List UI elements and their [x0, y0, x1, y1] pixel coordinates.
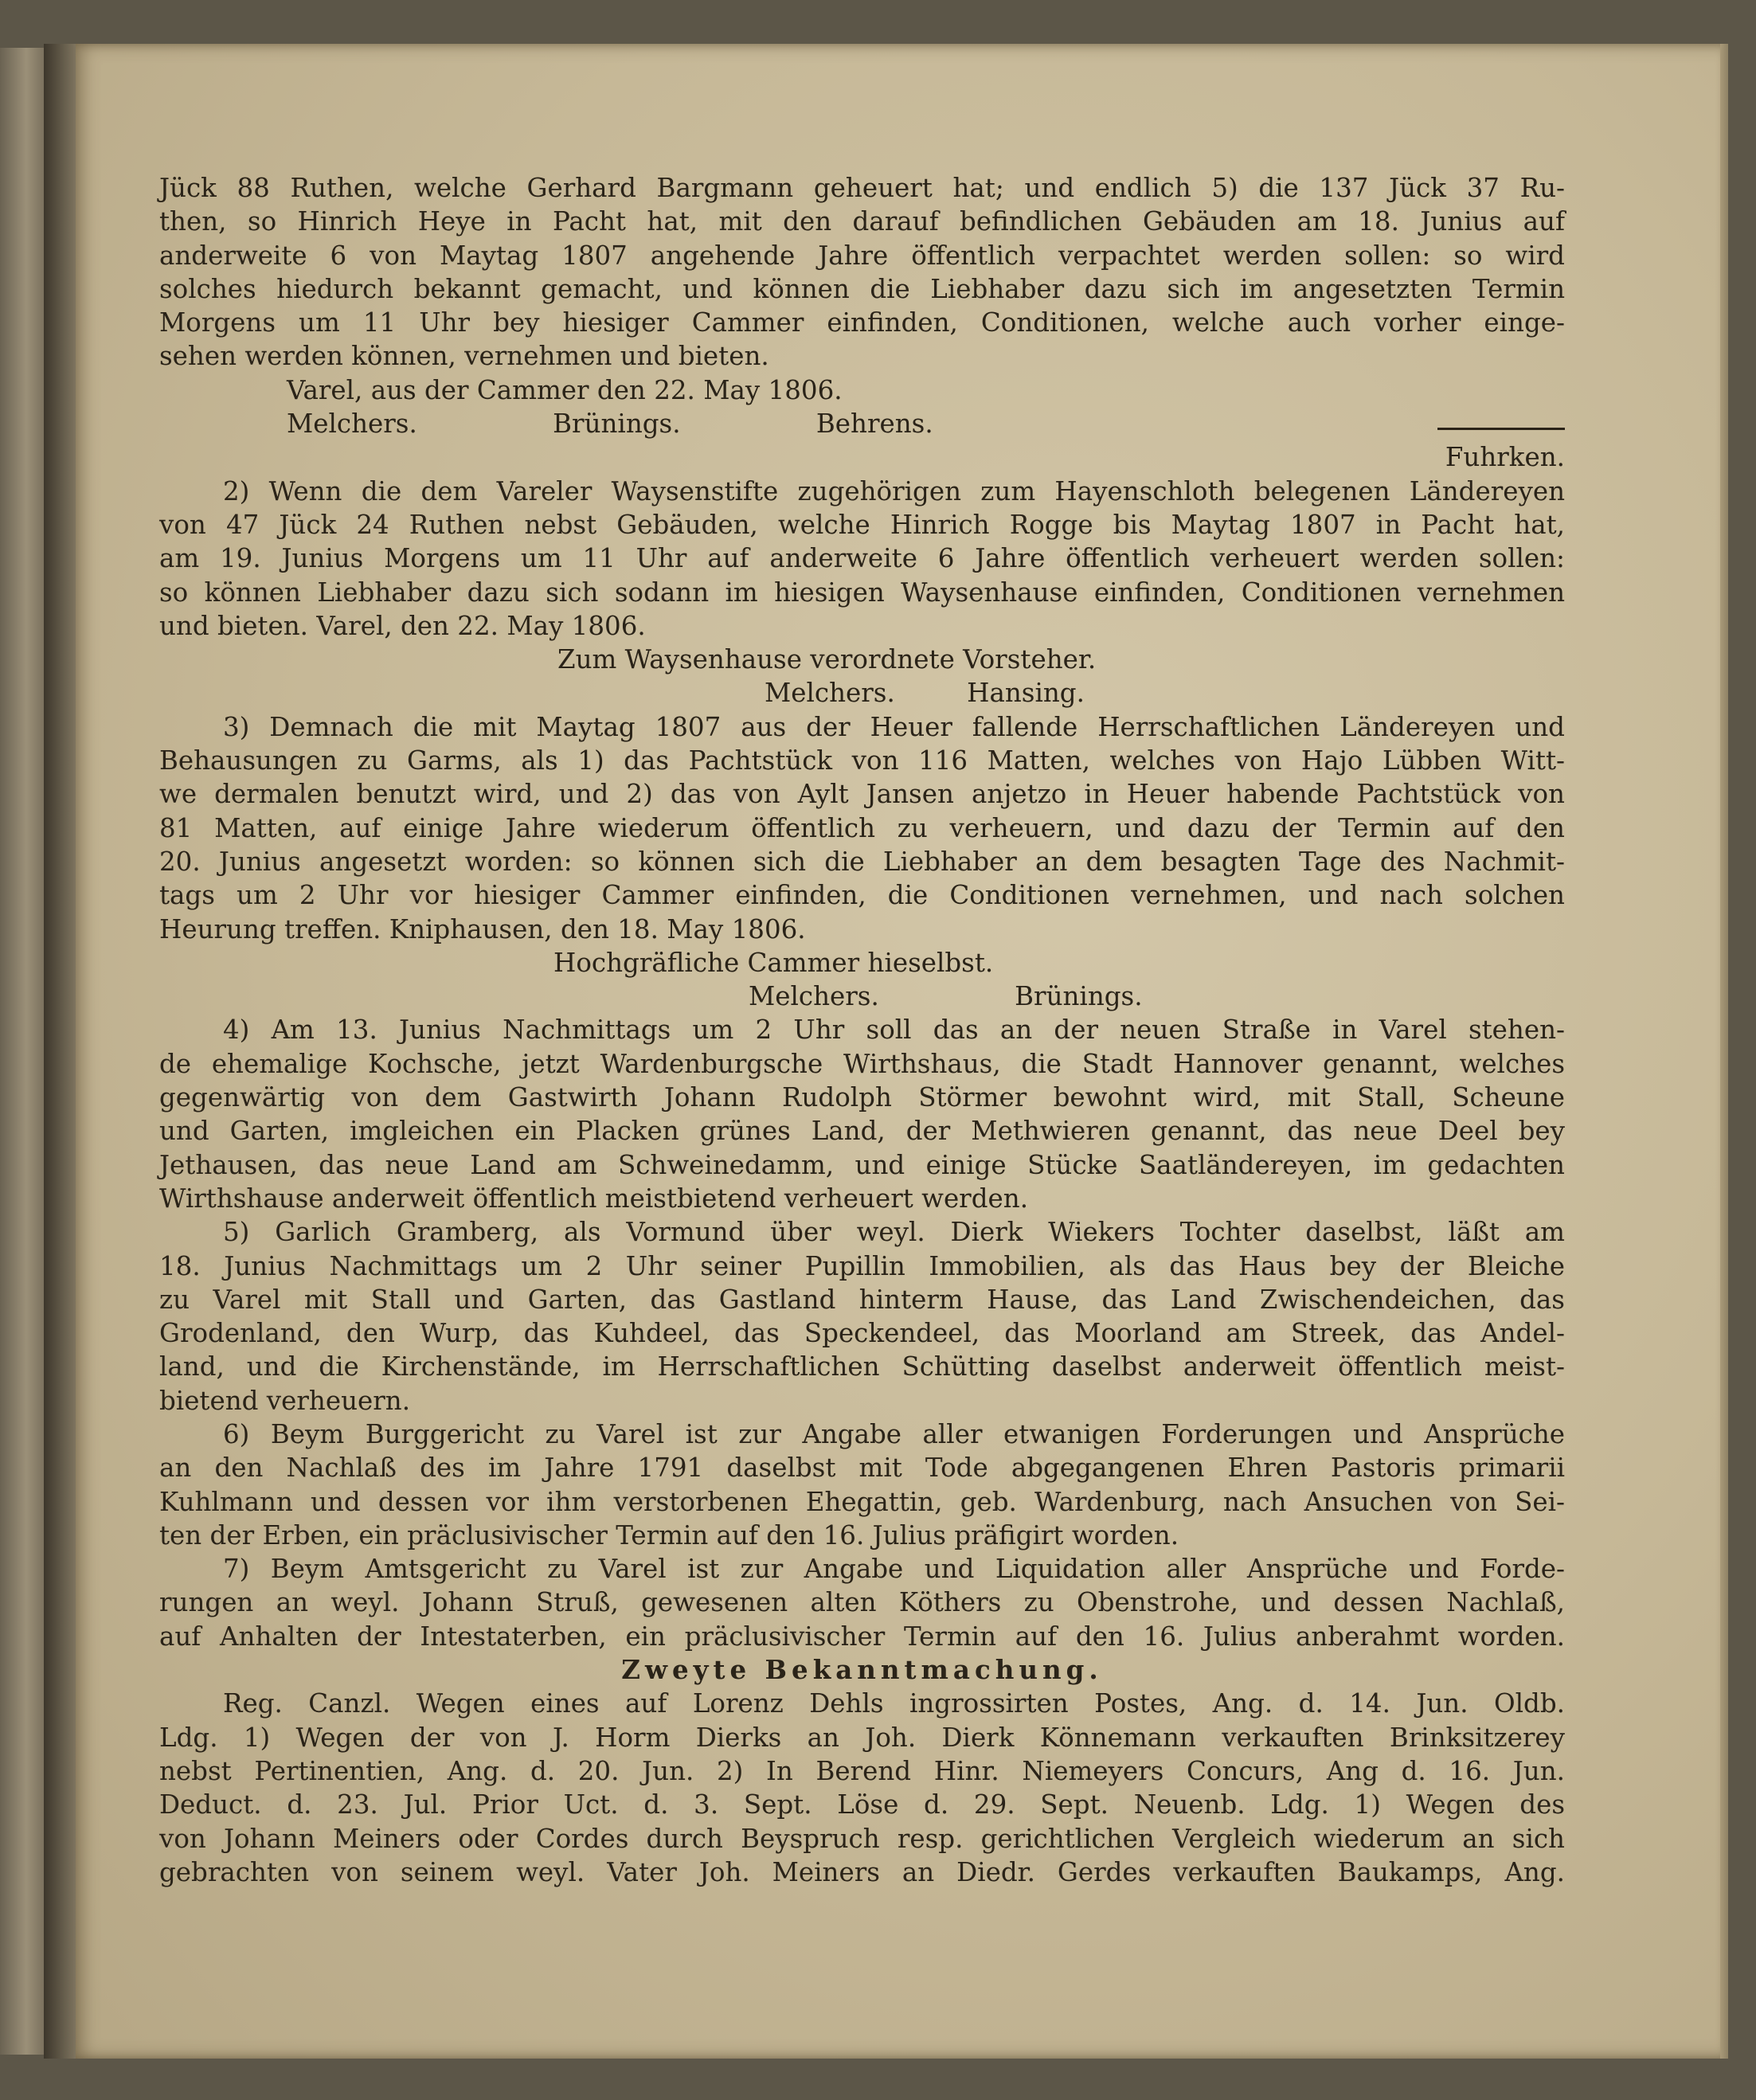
text-line: bietend verheuern.: [159, 1385, 411, 1416]
signature-line: Fuhrken.: [1445, 442, 1565, 473]
text-line: we dermalen benutzt wird, und 2) das von Aylt Jansen anjetzo in Heuer habende Pachtstück von: [159, 779, 1565, 810]
document-text: [159, 171, 1565, 1889]
text-line: gegenwärtig von dem Gastwirth Johann Rudolph Störmer bewohnt wird, mit Stall, Scheune: [159, 1082, 1565, 1113]
text-line: ten der Erben, ein präclusivischer Termin auf den 16. Julius präfigirt worden.: [159, 1519, 1179, 1551]
text-line: Reg. Canzl. Wegen eines auf Lorenz Dehls ingrossirten Postes, Ang. d. 14. Jun. Oldb.: [223, 1688, 1565, 1719]
text-line: 18. Junius Nachmittags um 2 Uhr seiner Pupillin Immobilien, als das Haus bey der Bleiche: [159, 1250, 1565, 1281]
text-line: Wirthshause anderweit öffentlich meistbietend verheuert werden.: [159, 1183, 1029, 1214]
previous-page-edge: [0, 48, 44, 2055]
text-line: nebst Pertinentien, Ang. d. 20. Jun. 2) In Berend Hinr. Niemeyers Concurs, Ang d. 16. Jun.: [159, 1755, 1565, 1786]
signature-heading: Zum Waysenhause verordnete Vorsteher.: [557, 644, 1097, 675]
date-line: Varel, aus der Cammer den 22. May 1806.: [287, 374, 843, 405]
section-heading: Zweyte Bekanntmachung.: [621, 1654, 1103, 1686]
text-line: 5) Garlich Gramberg, als Vormund über weyl. Dierk Wiekers Tochter daselbst, läßt am: [223, 1217, 1565, 1248]
text-line: sehen werden können, vernehmen und bieten.: [159, 341, 769, 372]
text-line: 4) Am 13. Junius Nachmittags um 2 Uhr soll das an der neuen Straße in Varel stehen-: [223, 1015, 1565, 1046]
signature-line: Melchers. Hansing.: [765, 678, 1085, 709]
text-line: anderweite 6 von Maytag 1807 angehende Jahre öffentlich verpachtet werden sollen: so wird: [159, 240, 1565, 271]
text-line: und Garten, imgleichen ein Placken grünes Land, der Methwieren genannt, das neue Deel bey: [159, 1116, 1565, 1147]
text-line: Jethausen, das neue Land am Schweinedamm, und einige Stücke Saatländereyen, im gedachten: [159, 1149, 1565, 1180]
text-line: Behausungen zu Garms, als 1) das Pachtstück von 116 Matten, welches von Hajo Lübben Witt-: [159, 745, 1565, 776]
text-line: 81 Matten, auf einige Jahre wiederum öffentlich zu verheuern, und dazu der Termin auf den: [159, 812, 1565, 843]
signature-line: Melchers. Brünings.: [749, 981, 1143, 1012]
text-line: Jück 88 Ruthen, welche Gerhard Bargmann geheuert hat; und endlich 5) die 137 Jück 37 Ru-: [159, 173, 1565, 203]
text-line: 6) Beym Burggericht zu Varel ist zur Angabe aller etwanigen Forderungen und Ansprüche: [223, 1418, 1565, 1449]
text-line: und bieten. Varel, den 22. May 1806.: [159, 610, 646, 641]
text-line: Kuhlmann und dessen vor ihm verstorbenen Ehegattin, geb. Wardenburg, nach Ansuchen von Sei-: [159, 1486, 1565, 1517]
text-line: rungen an weyl. Johann Struß, gewesenen alten Köthers zu Obenstrohe, und dessen Nachlaß,: [159, 1587, 1565, 1618]
document-page: [76, 44, 1728, 2059]
page-edge: [1720, 44, 1728, 2059]
text-line: tags um 2 Uhr vor hiesiger Cammer einfinden, die Conditionen vernehmen, und nach solchen: [159, 880, 1565, 911]
text-line: von Johann Meiners oder Cordes durch Beyspruch resp. gerichtlichen Vergleich wiederum an sich: [159, 1823, 1565, 1854]
text-line: 3) Demnach die mit Maytag 1807 aus der Heuer fallende Herrschaftlichen Ländereyen und: [223, 711, 1565, 742]
text-line: zu Varel mit Stall und Garten, das Gastland hinterm Hause, das Land Zwischendeichen, das: [159, 1284, 1565, 1315]
text-line: von 47 Jück 24 Ruthen nebst Gebäuden, welche Hinrich Rogge bis Maytag 1807 in Pacht hat,: [159, 509, 1565, 540]
text-line: Morgens um 11 Uhr bey hiesiger Cammer einfinden, Conditionen, welche auch vorher einge-: [159, 307, 1565, 338]
text-line: Deduct. d. 23. Jul. Prior Uct. d. 3. Sept. Löse d. 29. Sept. Neuenb. Ldg. 1) Wegen des: [159, 1789, 1565, 1820]
book-gutter: [44, 44, 76, 2059]
signatures: Melchers. Brünings. Behrens.: [287, 409, 933, 440]
text-line: solches hiedurch bekannt gemacht, und können die Liebhaber dazu sich im angesetzten Termin: [159, 273, 1565, 304]
text-line: auf Anhalten der Intestaterben, ein präclusivischer Termin auf den 16. Julius anberahmt worden.: [159, 1621, 1565, 1652]
text-line: gebrachten von seinem weyl. Vater Joh. Meiners an Diedr. Gerdes verkauften Baukamps, Ang.: [159, 1856, 1565, 1887]
separator-rule: [1437, 428, 1565, 430]
text-line: am 19. Junius Morgens um 11 Uhr auf anderweite 6 Jahre öffentlich verheuert werden sollen:: [159, 543, 1565, 574]
text-line: Grodenland, den Wurp, das Kuhdeel, das Speckendeel, das Moorland am Streek, das Andel-: [159, 1318, 1565, 1349]
text-line: de ehemalige Kochsche, jetzt Wardenburgsche Wirthshaus, die Stadt Hannover genannt, welches: [159, 1048, 1565, 1079]
signature-heading: Hochgräfliche Cammer hieselbst.: [553, 947, 994, 978]
text-line: 20. Junius angesetzt worden: so können sich die Liebhaber an dem besagten Tage des Nachmit-: [159, 846, 1565, 877]
text-line: Heurung treffen. Kniphausen, den 18. May 1806.: [159, 913, 806, 944]
text-line: land, und die Kirchenstände, im Herrschaftlichen Schütting daselbst anderweit öffentlich meist-: [159, 1351, 1565, 1382]
text-line: so können Liebhaber dazu sich sodann im hiesigen Waysenhause einfinden, Conditionen vernehmen: [159, 577, 1565, 608]
text-line: then, so Hinrich Heye in Pacht hat, mit den darauf befindlichen Gebäuden am 18. Junius auf: [159, 206, 1565, 237]
text-line: 2) Wenn die dem Vareler Waysenstifte zugehörigen zum Hayenschloth belegenen Ländereyen: [223, 475, 1565, 506]
text-line: 7) Beym Amtsgericht zu Varel ist zur Angabe und Liquidation aller Ansprüche und Forde-: [223, 1554, 1565, 1585]
text-line: an den Nachlaß des im Jahre 1791 daselbst mit Tode abgegangenen Ehren Pastoris primarii: [159, 1453, 1565, 1484]
signature-line: [159, 407, 1565, 440]
text-line: Ldg. 1) Wegen der von J. Horm Dierks an Joh. Dierk Könnemann verkauften Brinksitzerey: [159, 1722, 1565, 1753]
